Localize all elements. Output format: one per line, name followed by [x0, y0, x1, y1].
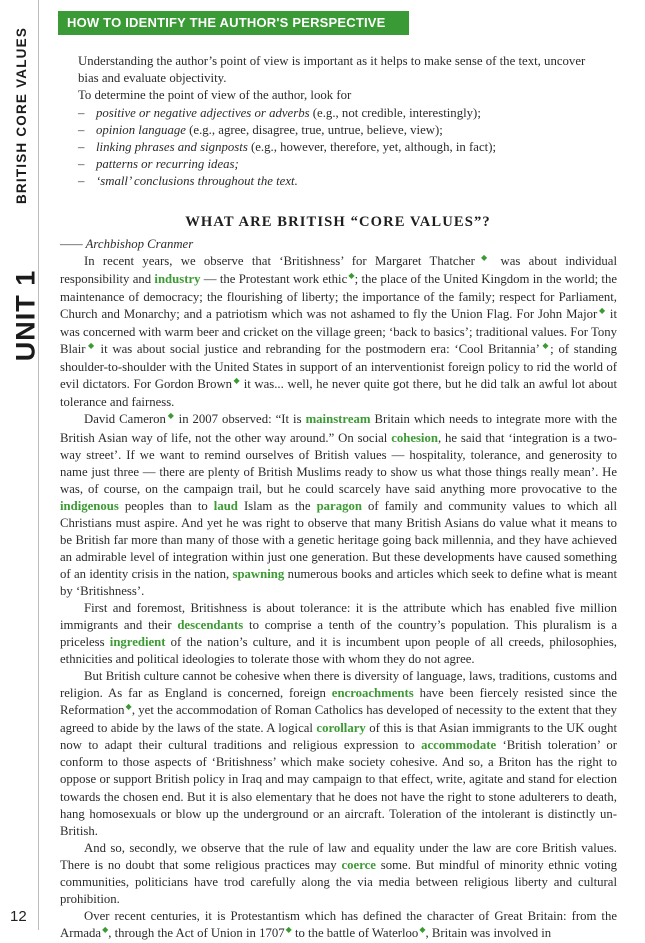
tip-item: – linking phrases and signposts (e.g., however, therefore, yet, although, in fact);: [78, 140, 497, 155]
page-number: 12: [10, 908, 27, 925]
vocab-word: coerce: [341, 857, 376, 872]
glossary-marker-icon: ◆: [125, 702, 132, 712]
vocab-word: encroachments: [331, 686, 414, 701]
vocab-word: paragon: [316, 498, 362, 513]
perspective-box: [78, 53, 598, 191]
glossary-marker-icon: ◆: [540, 341, 551, 351]
vocab-word: laud: [213, 498, 238, 513]
tip-item: – ‘small’ conclusions throughout the text.: [78, 174, 298, 189]
vocab-word: accommodate: [421, 738, 497, 753]
box-intro: Understanding the author’s point of view is important as it helps to make sense of the text, uncover bias and evaluate objectivity.: [78, 54, 586, 86]
tip-item: – patterns or recurring ideas;: [78, 157, 239, 172]
tip-item: – opinion language (e.g., agree, disagree, true, untrue, believe, view);: [78, 122, 443, 137]
perspective-box-header: HOW TO IDENTIFY THE AUTHOR'S PERSPECTIVE: [58, 11, 409, 35]
article-paragraph: But British culture cannot be cohesive when there is diversity of language, laws, traditions, customs and religion. As far as England is concerned, foreign encroachments have been fiercely resisted since the Reformation◆, yet the accommodation of Roman Catholics has developed of necessity to the extent that they agreed to abide by the laws of the state. A logical corollary of this is that Asian immigrants to the UK ought now to adapt their cultural traditions and religious expression to accommodate ‘British toleration’ or conform to those aspects of ‘Britishness’ which make society cohesive. And so, a Briton has the right to oppose or support British policy in Iraq and may campaign to that effect, write, agitate and stand for election towards the chosen end. But it is also elementary that he does not have the right to stone adulterers to death, hang homosexuals or blow up the underground or an aircraft. Toleration of the intolerant is distinctly un-British.: [60, 669, 617, 838]
article-paragraph: In recent years, we observe that ‘Britishness’ for Margaret Thatcher◆ was about individual responsibility and industry — the Protestant work ethic◆; the place of the United Kingdom in the world; the maintenance of democracy; the flourishing of liberty; the importance of the family; respect for Parliament, Church and Monarchy; and a patriotism which was not ashamed to fly the Union Flag. For John Major◆ it was concerned with warm beer and cricket on the village green; ‘back to basics’; traditional values. For Tony Blair◆ it was about social justice and rebranding for the postmodern era: ‘Cool Britannia’◆; of standing shoulder-to-shoulder with the United States in support of an interventionist foreign policy to rid the world of evil dictators. For Gordon Brown◆ it was... well, he never quite got there, but he did talk an awful lot about tolerance and fairness.: [60, 253, 618, 410]
glossary-marker-icon: ◆: [285, 924, 292, 934]
glossary-marker-icon: ◆: [86, 341, 96, 351]
article-attribution: —— Archbishop Cranmer: [60, 237, 194, 251]
article-body: [60, 236, 617, 943]
glossary-marker-icon: ◆: [598, 306, 606, 316]
box-lead: To determine the point of view of the author, look for: [78, 88, 352, 103]
sidebar-theme: BRITISH CORE VALUES: [14, 26, 30, 205]
article-title: WHAT ARE BRITISH “CORE VALUES”?: [185, 214, 491, 230]
glossary-marker-icon: ◆: [475, 253, 493, 263]
sidebar-unit: UNIT 1: [10, 269, 41, 361]
tip-item: – positive or negative adjectives or adverbs (e.g., not credible, interestingly);: [78, 105, 481, 120]
vocab-word: corollary: [316, 721, 366, 736]
article-paragraph: And so, secondly, we observe that the rule of law and equality under the law are core British values. There is no doubt that some religious practices may coerce some. But mindful of minority ethnic voting communities, politicians have trod carefully along the via media between religious liberty and cultural prohibition.: [60, 840, 618, 906]
article-paragraph: Over recent centuries, it is Protestantism which has defined the character of Great Britain: from the Armada◆, through the Act of Union in 1707◆ to the battle of Waterloo◆, Britain was involved in: [60, 908, 617, 940]
glossary-marker-icon: ◆: [348, 271, 355, 281]
article-paragraph: David Cameron◆ in 2007 observed: “It is mainstream Britain which needs to integrate more with the British Asian way of life, not the other way around.” On social cohesion, he said that ‘integration is a two-way street’. If we want to remind ourselves of British values — hospitality, tolerance, and generosity to name just three — there are plenty of British Muslims ready to show us what those things really mean’. He was, of course, on the campaign trail, but he could scarcely have said anything more provocative to the indigenous peoples than to laud Islam as the paragon of family and community values to which all Christians must aspire. And yet he was right to observe that many British Asians do value what it means to be British far more than many of those with a genetic heritage going back millennia, and they have achieved an admirable level of integration within just one generation. But these developments have caused something of an identity crisis in the nation, spawning numerous books and articles which seek to define what is meant by ‘Britishness’.: [60, 411, 618, 598]
vocab-word: ingredient: [109, 635, 166, 650]
vocab-word: indigenous: [60, 498, 119, 513]
article-paragraph: First and foremost, Britishness is about tolerance: it is the attribute which has enabled five million immigrants and their descendants to comprise a tenth of the country’s population. This pluralism is a priceless ingredient of the nation’s culture, and it is incumbent upon people of all creeds, philosophies, ethnicities and political ideologies to tolerate those with whom they do not agree.: [60, 600, 617, 667]
vocab-word: spawning: [232, 566, 285, 581]
glossary-marker-icon: ◆: [233, 376, 241, 386]
vocab-word: descendants: [177, 618, 244, 633]
glossary-marker-icon: ◆: [419, 924, 426, 934]
glossary-marker-icon: ◆: [102, 924, 109, 934]
vocab-word: cohesion: [391, 430, 438, 445]
vocab-word: industry: [154, 272, 201, 287]
vocab-word: mainstream: [305, 412, 371, 427]
glossary-marker-icon: ◆: [166, 411, 175, 421]
